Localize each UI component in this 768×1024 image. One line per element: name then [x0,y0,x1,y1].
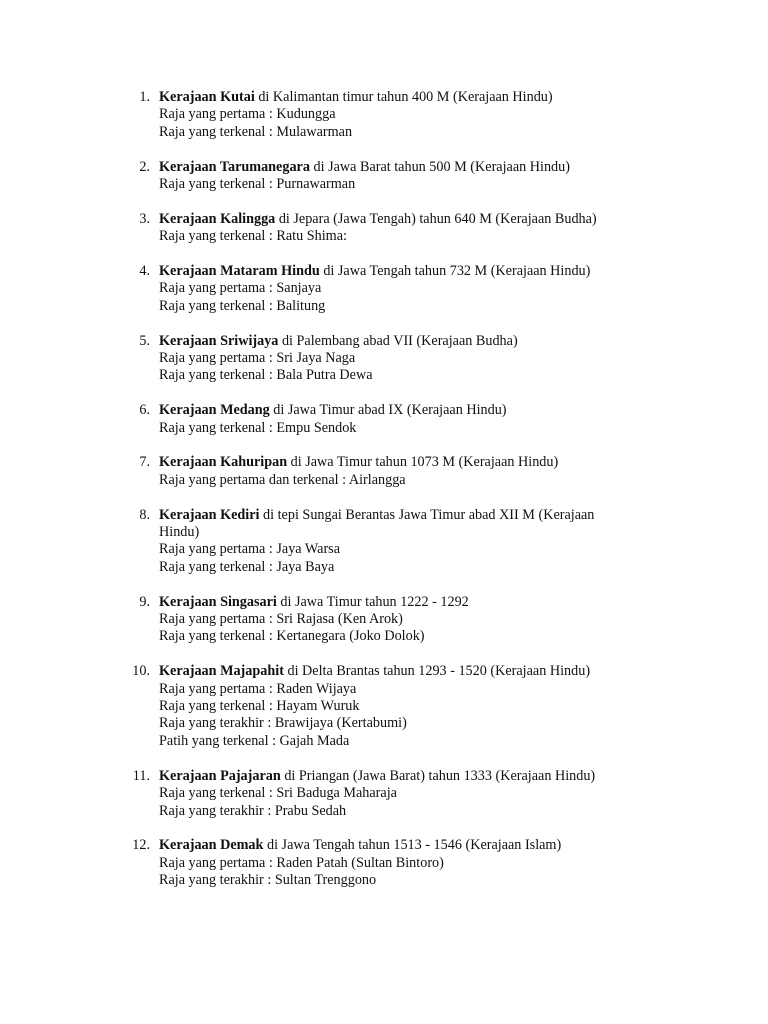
kingdom-description: di Kalimantan timur tahun 400 M (Kerajaan Hindu) [254,89,553,105]
kingdom-description: di Jawa Tengah tahun 1513 - 1546 (Kerajaan Islam) [263,837,562,854]
ruler-line: Raja yang pertama dan terkenal : Airlangga [159,471,406,488]
ruler-line: Raja yang terkenal : Hayam Wuruk [159,698,360,715]
ruler-line: Raja yang terakhir : Sultan Trenggono [159,872,377,889]
list-item-body [159,159,629,194]
list-item [0,454,768,489]
ruler-line: Raja yang terakhir : Prabu Sedah [159,802,347,819]
list-item-number: 10. [132,663,150,680]
list-item-number: 12. [132,837,150,854]
list-item [0,768,768,820]
kingdom-description: di Jawa Timur tahun 1073 M (Kerajaan Hindu) [287,454,559,471]
kingdom-description: di Jawa Tengah tahun 732 M (Kerajaan Hindu) [319,263,591,280]
list-item-number: 1. [139,89,150,105]
kingdom-description: di tepi Sungai Berantas Jawa Timur abad XII M (Kerajaan Hindu) [159,506,595,541]
list-item [0,263,768,315]
kingdom-name: Kerajaan Singasari [159,593,277,610]
list-item [0,594,768,646]
kingdom-heading [159,768,629,785]
kingdom-name: Kerajaan Kutai [159,89,255,105]
list-item-body [159,663,629,750]
kingdom-heading [159,454,629,471]
kingdom-name: Kerajaan Pajajaran [159,767,281,784]
list-item-number: 11. [132,767,150,784]
kingdom-description: di Jawa Timur tahun 1222 - 1292 [276,593,469,610]
kingdom-name: Kerajaan Medang [159,402,270,419]
kingdom-name: Kerajaan Sriwijaya [159,332,279,349]
ruler-line: Raja yang pertama : Sri Rajasa (Ken Arok) [159,611,403,628]
list-item [0,507,768,577]
list-item-body [159,594,629,646]
kingdom-heading [159,263,629,280]
list-item-number: 5. [139,332,150,349]
kingdom-description: di Jepara (Jawa Tengah) tahun 640 M (Kerajaan Budha) [275,210,597,227]
ruler-line: Raja yang terkenal : Jaya Baya [159,558,335,575]
ruler-line: Raja yang pertama : Raden Patah (Sultan Bintoro) [159,854,444,871]
list-item-body [159,837,629,889]
list-item-number: 8. [139,506,150,523]
list-item-number: 6. [139,402,150,419]
kingdom-heading [159,507,629,542]
ruler-line: Raja yang terkenal : Mulawarman [159,123,353,140]
ruler-line: Raja yang pertama : Raden Wijaya [159,680,357,697]
kingdom-description: di Jawa Timur abad IX (Kerajaan Hindu) [269,402,507,419]
ruler-line: Patih yang terkenal : Gajah Mada [159,732,350,749]
kingdom-name: Kerajaan Mataram Hindu [159,263,320,280]
ruler-line: Raja yang terkenal : Empu Sendok [159,419,357,436]
ruler-line: Raja yang terkenal : Sri Baduga Maharaja [159,785,397,802]
kingdom-heading [159,211,629,228]
kingdom-heading [159,159,629,176]
kingdom-name: Kerajaan Demak [159,837,264,854]
kingdom-heading [159,837,629,854]
kingdom-list [0,89,768,890]
list-item-body [159,768,629,820]
kingdom-name: Kerajaan Kalingga [159,210,276,227]
kingdom-heading [159,402,629,419]
list-item-number: 7. [139,454,150,471]
kingdom-description: di Jawa Barat tahun 500 M (Kerajaan Hindu) [309,158,570,175]
list-item-body [159,402,629,437]
list-item-body [159,454,629,489]
document-page [0,89,768,907]
kingdom-name: Kerajaan Kahuripan [159,454,288,471]
ruler-line: Raja yang pertama : Sanjaya [159,280,322,297]
ruler-line: Raja yang pertama : Kudungga [159,106,336,123]
list-item-body [159,89,629,141]
list-item [0,402,768,437]
list-item-body [159,263,629,315]
kingdom-heading [159,333,629,350]
ruler-line: Raja yang terkenal : Bala Putra Dewa [159,367,373,384]
list-item-number: 9. [139,593,150,610]
kingdom-name: Kerajaan Tarumanegara [159,158,310,175]
ruler-line: Raja yang terakhir : Brawijaya (Kertabumi) [159,715,407,732]
ruler-line: Raja yang terkenal : Purnawarman [159,176,356,193]
list-item [0,159,768,194]
kingdom-heading [159,663,629,680]
list-item-number: 4. [139,263,150,280]
ruler-line: Raja yang pertama : Sri Jaya Naga [159,350,356,367]
kingdom-description: di Palembang abad VII (Kerajaan Budha) [278,332,518,349]
kingdom-heading [159,594,629,611]
list-item [0,89,768,141]
kingdom-name: Kerajaan Kediri [159,506,260,523]
list-item [0,837,768,889]
list-item-body [159,211,629,246]
ruler-line: Raja yang terkenal : Kertanegara (Joko Dolok) [159,628,425,645]
list-item [0,333,768,385]
list-item [0,663,768,750]
ruler-line: Raja yang terkenal : Ratu Shima: [159,228,347,245]
kingdom-description: di Delta Brantas tahun 1293 - 1520 (Kerajaan Hindu) [283,663,591,680]
kingdom-description: di Priangan (Jawa Barat) tahun 1333 (Kerajaan Hindu) [280,767,596,784]
list-item [0,211,768,246]
ruler-line: Raja yang terkenal : Balitung [159,297,326,314]
list-item-body [159,507,629,577]
list-item-number: 3. [139,210,150,227]
kingdom-name: Kerajaan Majapahit [159,663,284,680]
kingdom-heading [159,89,629,106]
list-item-body [159,333,629,385]
ruler-line: Raja yang pertama : Jaya Warsa [159,541,340,558]
list-item-number: 2. [139,158,150,175]
